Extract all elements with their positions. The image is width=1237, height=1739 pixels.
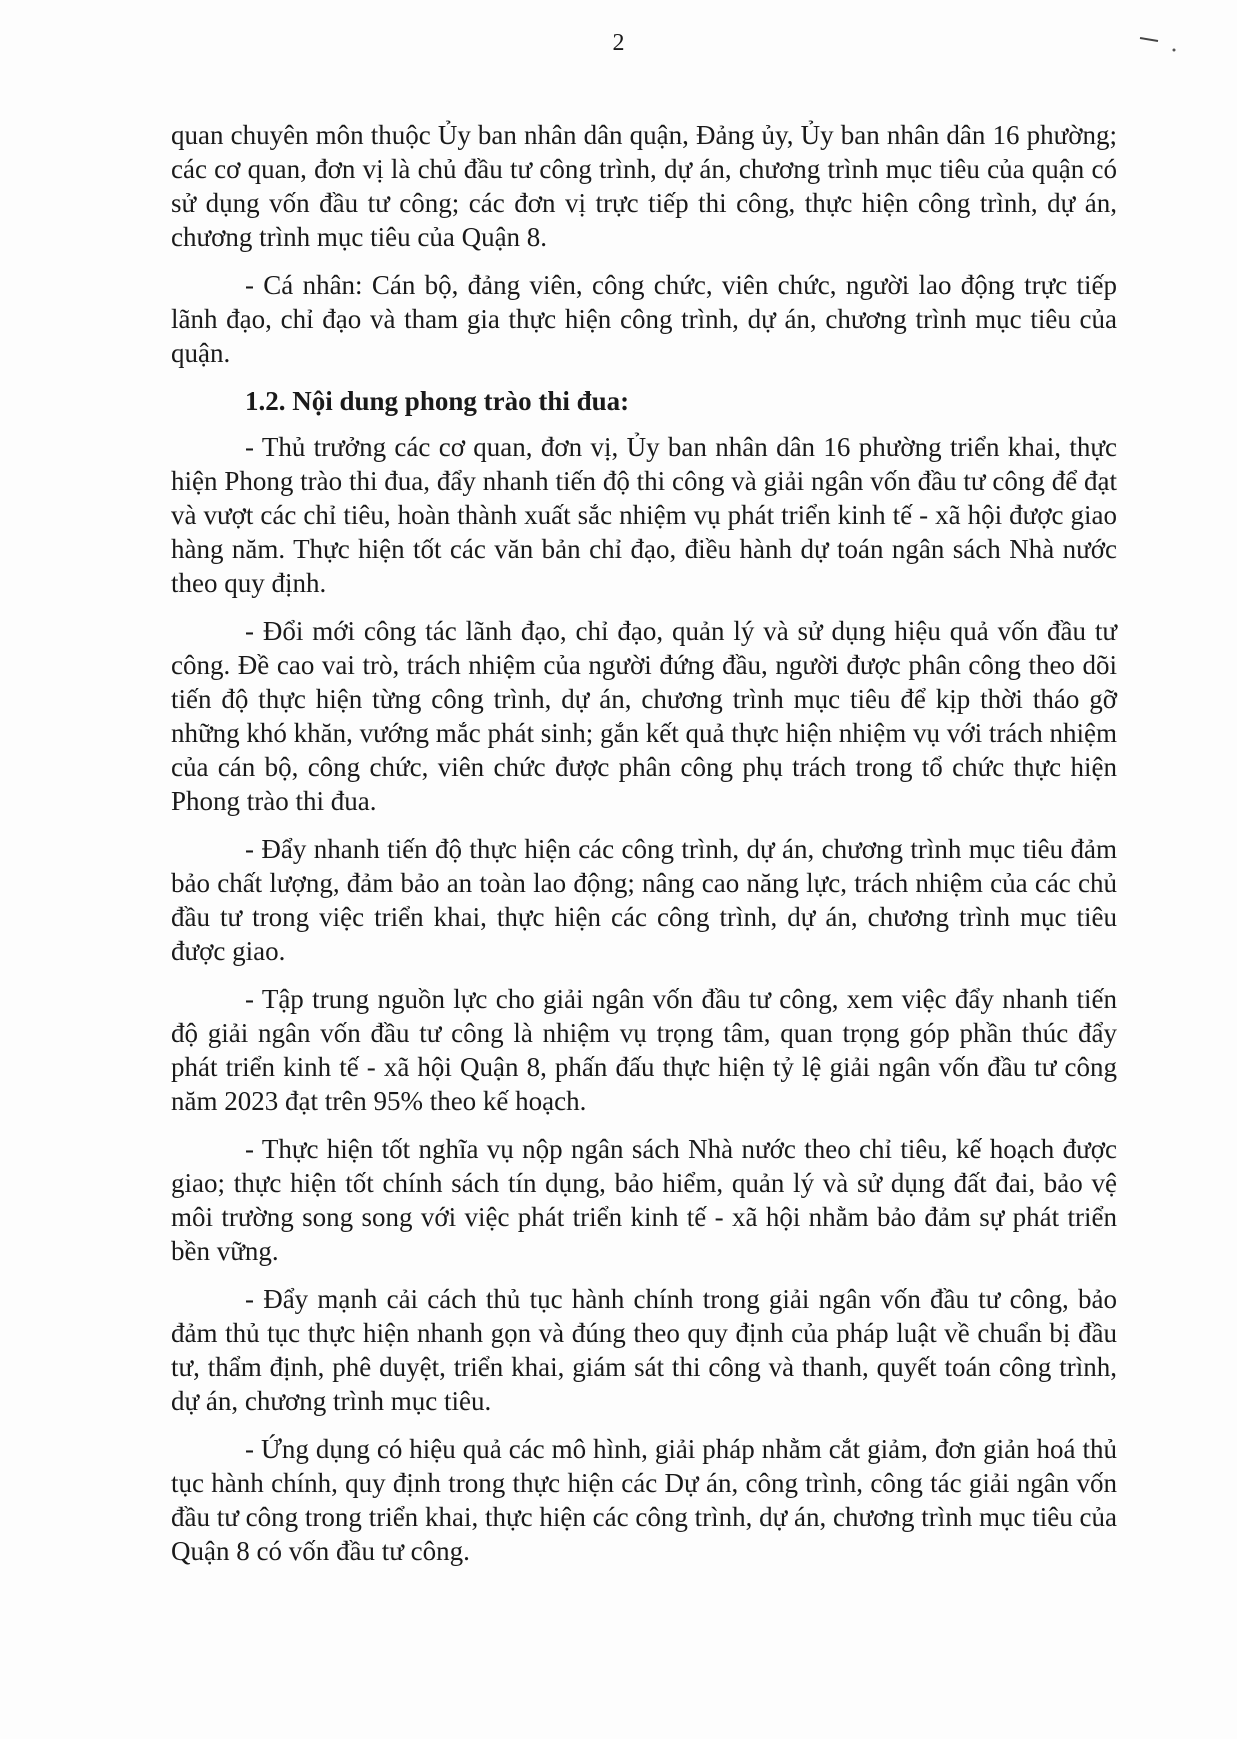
paragraph-bullet: - Thủ trưởng các cơ quan, đơn vị, Ủy ban nhân dân 16 phường triển khai, thực hiện Phong trào thi đua, đẩy nhanh tiến độ thi công và giải ngân vốn đầu tư công để đạt và vượt các chỉ tiêu, hoàn thành xuất sắc nhiệm vụ phát triển kinh tế - xã hội được giao hàng năm. Thực hiện tốt các văn bản chỉ đạo, điều hành dự toán ngân sách Nhà nước theo quy định. — [171, 432, 1117, 598]
paragraph-bullet: - Đổi mới công tác lãnh đạo, chỉ đạo, quản lý và sử dụng hiệu quả vốn đầu tư công. Đề cao vai trò, trách nhiệm của người đứng đầu, người được phân công theo dõi tiến độ thực hiện từng công trình, dự án, chương trình mục tiêu để kịp thời tháo gỡ những khó khăn, vướng mắc phát sinh; gắn kết quả thực hiện nhiệm vụ với trách nhiệm của cán bộ, công chức, viên chức được phân công phụ trách trong tổ chức thực hiện Phong trào thi đua. — [171, 616, 1118, 816]
paragraph-bullet: - Tập trung nguồn lực cho giải ngân vốn đầu tư công, xem việc đẩy nhanh tiến độ giải ngân vốn đầu tư công là nhiệm vụ trọng tâm, quan trọng góp phần thúc đẩy phát triển kinh tế - xã hội Quận 8, phấn đấu thực hiện tỷ lệ giải ngân vốn đầu tư công năm 2023 đạt trên 95% theo kế hoạch. — [171, 984, 1117, 1116]
document-body — [171, 118, 1117, 1582]
page-number: 2 — [612, 30, 625, 56]
paragraph-continuation: quan chuyên môn thuộc Ủy ban nhân dân quận, Đảng ủy, Ủy ban nhân dân 16 phường; các cơ quan, đơn vị là chủ đầu tư công trình, dự án, chương trình mục tiêu của quận có sử dụng vốn đầu tư công; các đơn vị trực tiếp thi công, thực hiện công trình, dự án, chương trình mục tiêu của Quận 8. — [171, 120, 1117, 252]
paragraph-bullet: - Thực hiện tốt nghĩa vụ nộp ngân sách Nhà nước theo chỉ tiêu, kế hoạch được giao; thực hiện tốt chính sách tín dụng, bảo hiểm, quản lý và sử dụng đất đai, bảo vệ môi trường song song với việc phát triển kinh tế - xã hội nhằm bảo đảm sự phát triển bền vững. — [171, 1134, 1117, 1266]
scan-mark — [1138, 34, 1182, 54]
paragraph-bullet: - Đẩy mạnh cải cách thủ tục hành chính trong giải ngân vốn đầu tư công, bảo đảm thủ tục thực hiện nhanh gọn và đúng theo quy định của pháp luật về chuẩn bị đầu tư, thẩm định, phê duyệt, triển khai, giám sát thi công và thanh, quyết toán công trình, dự án, chương trình mục tiêu. — [171, 1284, 1117, 1416]
paragraph-individuals: - Cá nhân: Cán bộ, đảng viên, công chức, viên chức, người lao động trực tiếp lãnh đạo, chỉ đạo và tham gia thực hiện công trình, dự án, chương trình mục tiêu của quận. — [171, 270, 1117, 368]
paragraph-bullet: - Ứng dụng có hiệu quả các mô hình, giải pháp nhằm cắt giảm, đơn giản hoá thủ tục hành chính, quy định trong thực hiện các Dự án, công trình, công tác giải ngân vốn đầu tư công trong triển khai, thực hiện các công trình, dự án, chương trình mục tiêu của Quận 8 có vốn đầu tư công. — [171, 1434, 1117, 1566]
paragraph-bullet: - Đẩy nhanh tiến độ thực hiện các công trình, dự án, chương trình mục tiêu đảm bảo chất lượng, đảm bảo an toàn lao động; nâng cao năng lực, trách nhiệm của các chủ đầu tư trong việc triển khai, thực hiện các công trình, dự án, chương trình mục tiêu được giao. — [171, 834, 1117, 966]
section-heading: 1.2. Nội dung phong trào thi đua: — [245, 386, 630, 416]
